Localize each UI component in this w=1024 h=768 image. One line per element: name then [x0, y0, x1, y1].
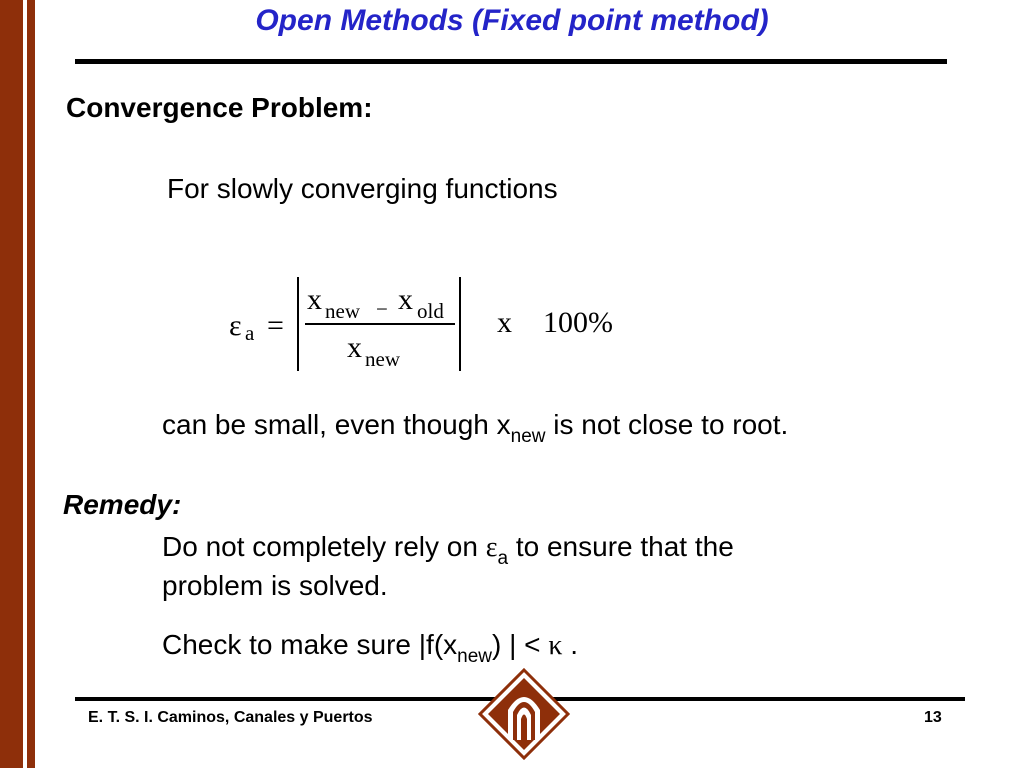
formula-equals: = — [267, 309, 284, 342]
remedy-epsilon: ε — [485, 532, 498, 563]
formula-percent: 100% — [543, 306, 613, 339]
remedy-line-1 — [162, 531, 734, 569]
section-heading: Convergence Problem: — [66, 92, 373, 123]
left-border-stripe — [27, 0, 35, 768]
relative-error-formula — [225, 275, 645, 375]
small-error-subscript: new — [510, 426, 546, 447]
remedy-line-2: problem is solved. — [162, 570, 388, 601]
denominator-sub: new — [365, 347, 400, 371]
formula-times: x — [497, 306, 512, 339]
check-line — [162, 629, 578, 667]
numerator-x-old: x — [398, 283, 413, 316]
left-border-bar — [0, 0, 23, 768]
small-error-text-part1: can be small, even though x — [162, 409, 511, 440]
numerator-x-new: x — [307, 283, 322, 316]
formula-epsilon-sub: a — [245, 321, 255, 345]
formula-minus: − — [376, 297, 388, 321]
check-line-sub: new — [457, 646, 493, 667]
check-line-part3: . — [562, 629, 578, 660]
check-line-part2: ) | < — [492, 629, 549, 660]
formula-epsilon: ε — [229, 309, 242, 342]
check-line-part1: Check to make sure |f(x — [162, 629, 458, 660]
small-error-text — [162, 409, 789, 447]
remedy-epsilon-sub: a — [497, 548, 509, 569]
title-divider — [75, 59, 947, 64]
fraction-bar — [305, 323, 455, 325]
abs-bar-right — [459, 277, 461, 371]
numerator-sub-new: new — [325, 299, 360, 323]
remedy-line-1-part1: Do not completely rely on — [162, 531, 486, 562]
remedy-line-1-part2: to ensure that the — [508, 531, 734, 562]
denominator-x: x — [347, 331, 362, 364]
small-error-text-part2: is not close to root. — [545, 409, 789, 440]
remedy-heading: Remedy: — [63, 489, 182, 520]
institution-logo — [478, 668, 570, 760]
numerator-sub-old: old — [417, 299, 444, 323]
check-kappa: κ — [548, 630, 563, 661]
slide-title: Open Methods (Fixed point method) — [255, 4, 769, 37]
abs-bar-left — [297, 277, 299, 371]
footer-institution: E. T. S. I. Caminos, Canales y Puertos — [88, 709, 373, 726]
intro-text: For slowly converging functions — [167, 173, 558, 204]
footer-page-number: 13 — [924, 709, 942, 726]
